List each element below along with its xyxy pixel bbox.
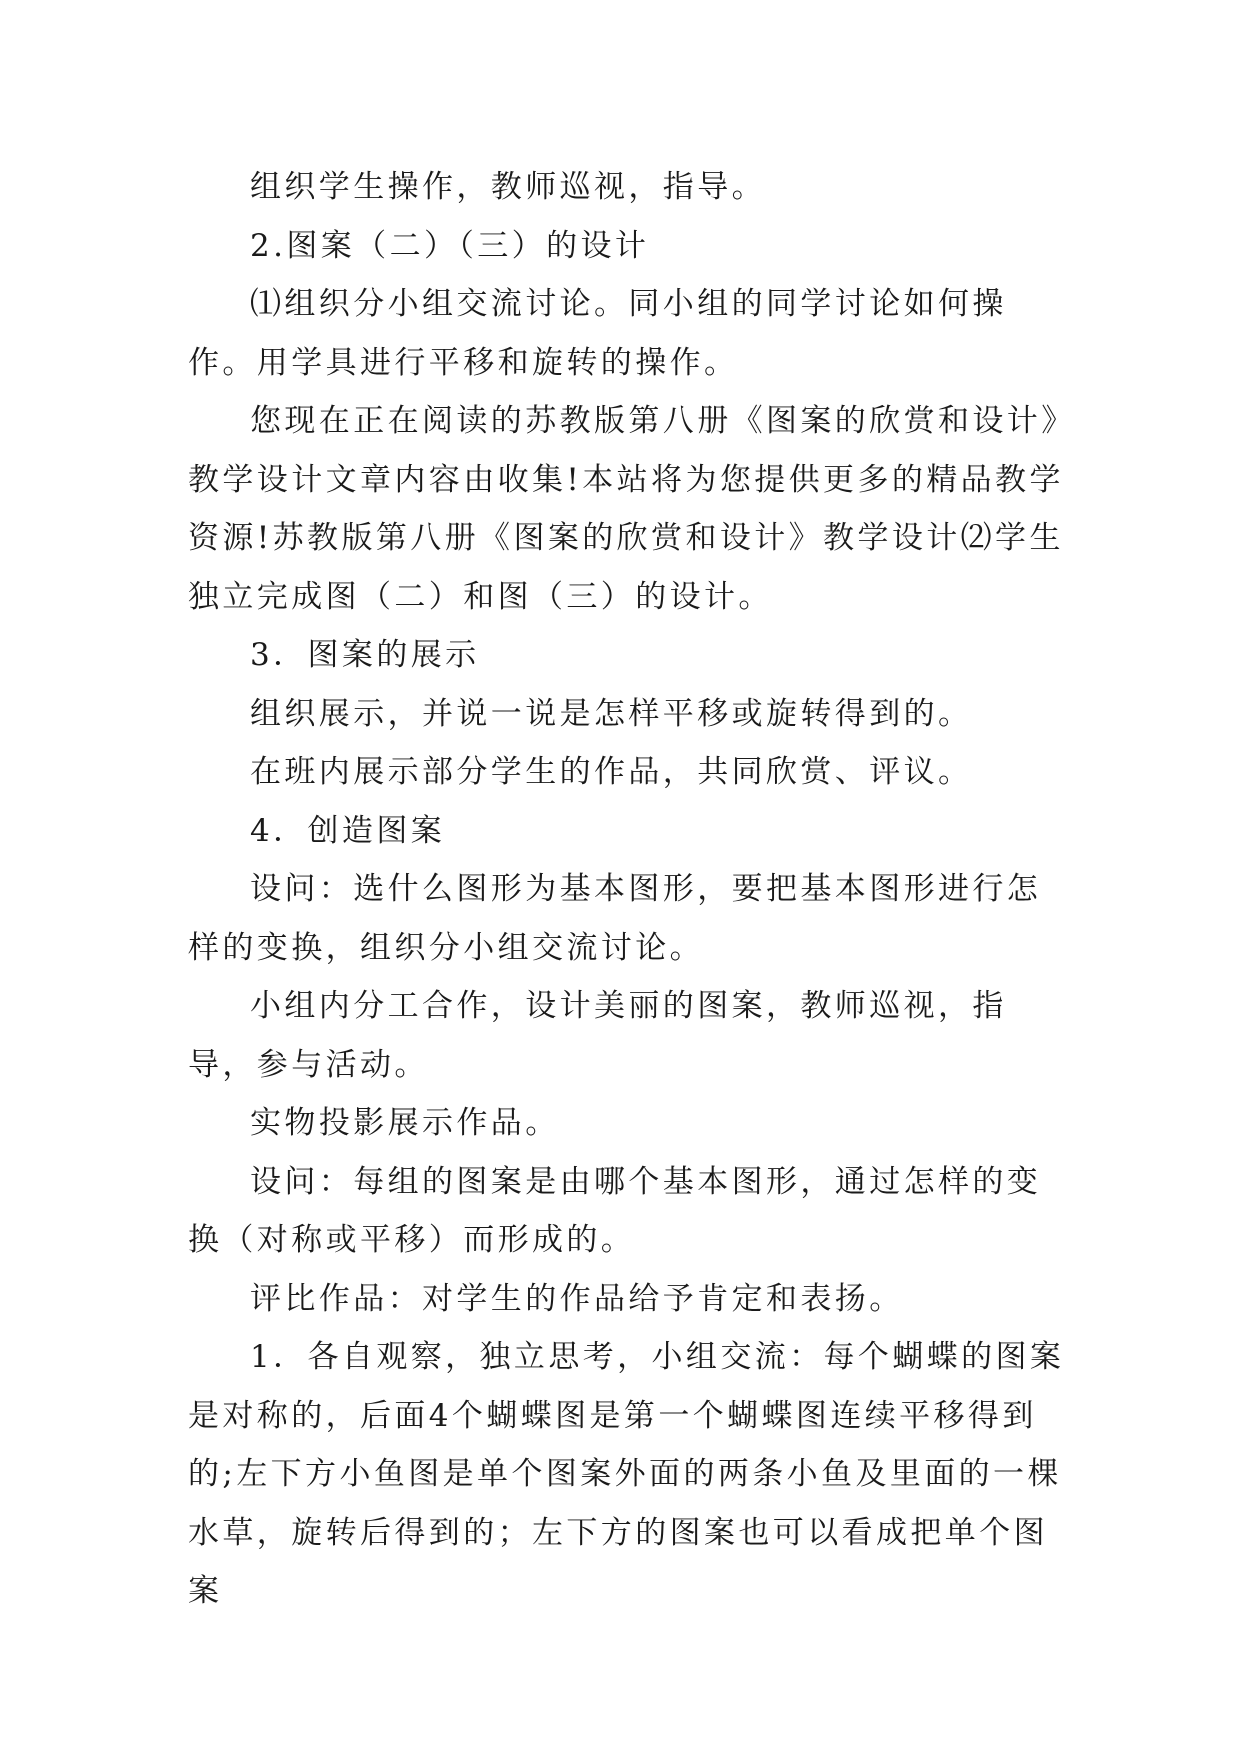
paragraph: 1．各自观察，独立思考，小组交流：每个蝴蝶的图案是对称的，后面4个蝴蝶图是第一个蝴蝶图连续平移得到的;左下方小鱼图是单个图案外面的两条小鱼及里面的一棵水草，旋转后得到的；左下方的图案也可以看成把单个图案 [188, 1339, 1065, 1609]
paragraph: 设问：选什么图形为基本图形，要把基本图形进行怎样的变换，组织分小组交流讨论。 [188, 871, 1042, 966]
section-heading: 4．创造图案 [250, 812, 446, 849]
section-heading: 2.图案（二）（三）的设计 [250, 227, 650, 264]
paragraph: 设问：每组的图案是由哪个基本图形，通过怎样的变换（对称或平移）而形成的。 [188, 1163, 1042, 1258]
paragraph: 您现在正在阅读的苏教版第八册《图案的欣赏和设计》教学设计文章内容由收集!本站将为您提供更多的精品教学资源!苏教版第八册《图案的欣赏和设计》教学设计⑵学生独立完成图（二）和图（三）的设计。 [188, 403, 1064, 615]
paragraph: 小组内分工合作，设计美丽的图案，教师巡视，指导，参与活动。 [188, 988, 1007, 1083]
paragraph: 在班内展示部分学生的作品，共同欣赏、评议。 [250, 754, 973, 790]
paragraph: ⑴组织分小组交流讨论。同小组的同学讨论如何操作。用学具进行平移和旋转的操作。 [188, 286, 1007, 381]
paragraph: 组织学生操作，教师巡视，指导。 [250, 169, 766, 205]
section-heading: 3．图案的展示 [250, 637, 480, 673]
paragraph: 实物投影展示作品。 [250, 1105, 560, 1141]
paragraph: 评比作品：对学生的作品给予肯定和表扬。 [250, 1280, 904, 1317]
paragraph: 组织展示，并说一说是怎样平移或旋转得到的。 [250, 695, 973, 732]
document-body [188, 158, 1068, 1621]
